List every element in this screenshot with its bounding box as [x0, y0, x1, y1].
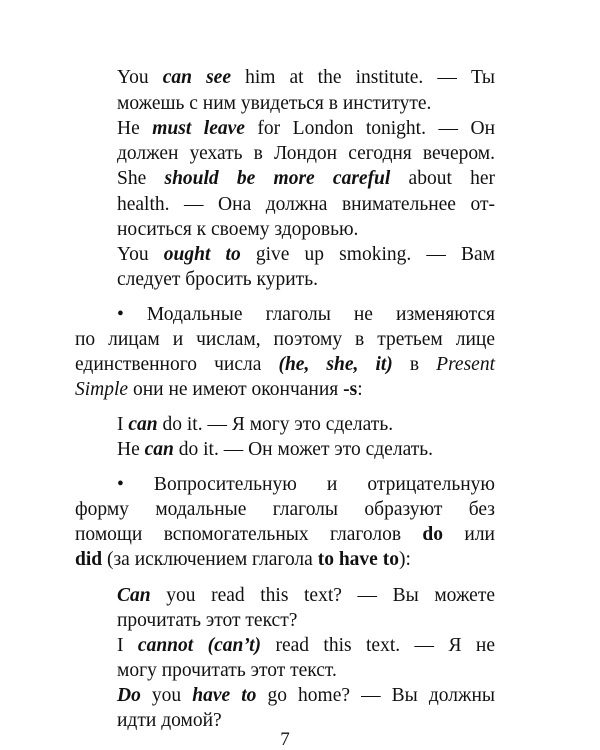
text-line: должен уехать в Лондон сегодня вечером. [117, 143, 495, 164]
text-line: He must leave for London tonight. — Он [117, 118, 496, 139]
text-line: помощи вспомогательных глаголов do или [75, 524, 495, 545]
text-line: You can see him at the institute. — Ты [117, 67, 496, 88]
text-line: могу прочитать этот текст. [117, 660, 337, 681]
text-line: Do you have to go home? — Вы должны [117, 685, 496, 706]
text-line: did (за исключением глагола to have to): [75, 549, 411, 570]
text-line: • Вопросительную и отрицательную [117, 474, 495, 495]
text-line: Simple они не имеют окончания -s: [75, 379, 363, 400]
text-line: You ought to give up smoking. — Вам [117, 244, 496, 265]
page-number: 7 [280, 729, 290, 750]
text-line: Can you read this text? — Вы можете [117, 585, 495, 606]
text-line: прочитать этот текст? [117, 610, 298, 631]
text-line: She should be more careful about her [117, 168, 495, 189]
text-line: He can do it. — Он может это сделать. [117, 439, 434, 460]
text-line: носиться к своему здоровью. [117, 219, 359, 240]
text-line: единственного числа (he, she, it) в Present [75, 354, 495, 375]
text-line: I can do it. — Я могу это сделать. [117, 414, 394, 435]
text-line: следует бросить курить. [117, 269, 318, 290]
text-line: форму модальные глаголы образуют без [75, 499, 495, 520]
text-line: идти домой? [117, 710, 222, 731]
text-line: health. — Она должна внимательнее от- [117, 194, 495, 215]
text-line: по лицам и числам, поэтому в третьем лице [75, 329, 495, 350]
text-line: • Модальные глаголы не изменяются [117, 304, 495, 325]
text-line: I cannot (can’t) read this text. — Я не [117, 635, 495, 656]
text-line: можешь с ним увидеться в институте. [117, 93, 432, 114]
